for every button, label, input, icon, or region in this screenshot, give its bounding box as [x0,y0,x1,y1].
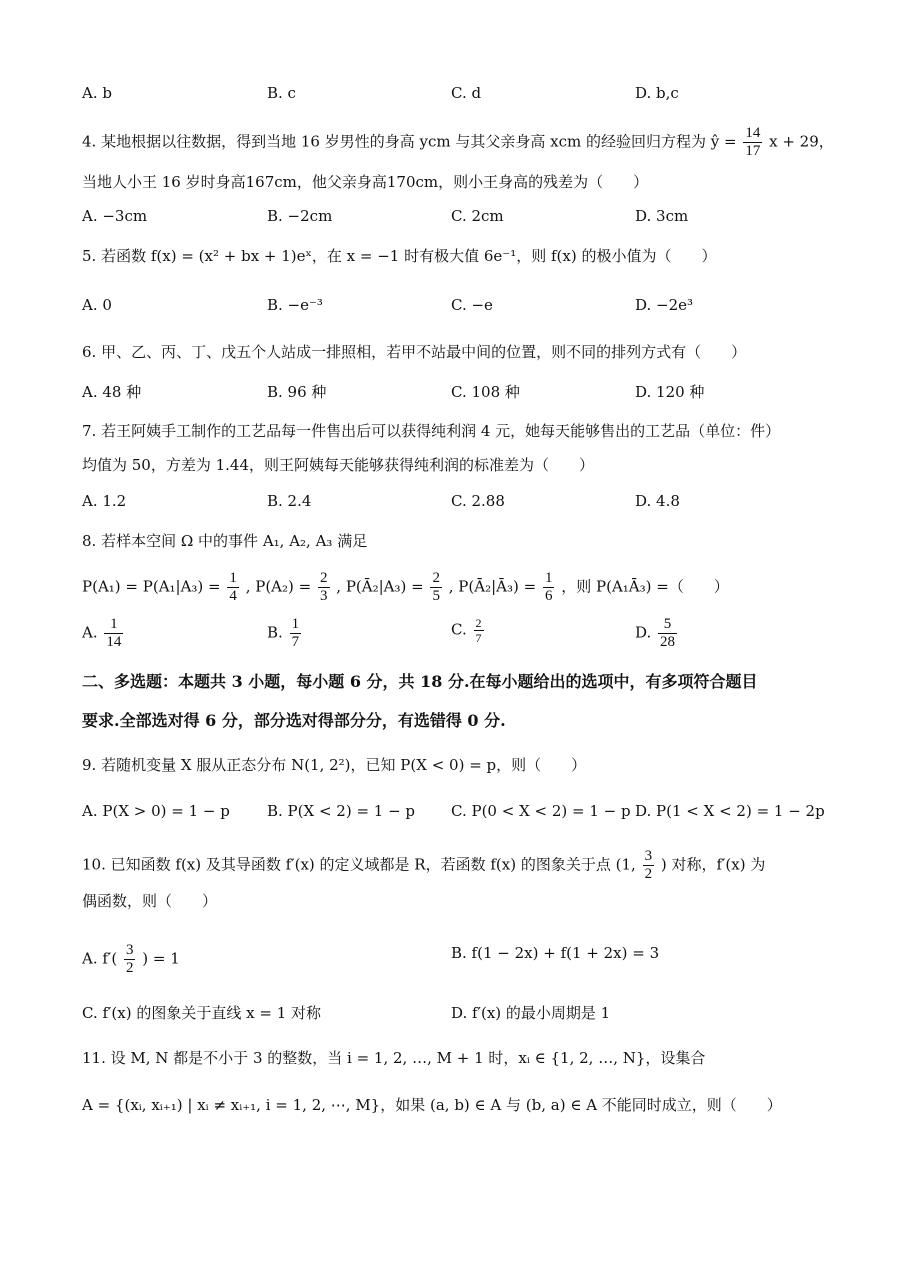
q8-option-b-label: B. [267,623,283,642]
q9-stem: 9. 若随机变量 X 服从正态分布 N(1, 2²)，已知 P(X < 0) = p，则（ ） [82,756,587,774]
q9-option-a: A. P(X > 0) = 1 − p [82,802,230,820]
q8-stem-line2 [82,570,729,605]
q8-option-b [267,616,303,651]
q8-p5: ，则 P(A₁Ā₃) =（ ） [561,577,729,596]
q8-frac3 [430,570,442,605]
q10-point-num: 3 [644,848,653,864]
q9-option-d: D. P(1 < X < 2) = 1 − 2p [635,802,825,820]
q10-option-a-frac [124,942,136,977]
q8-option-a-num: 1 [104,616,123,634]
q8-frac1 [227,570,239,605]
q5-option-a: A. 0 [82,296,112,314]
q5-option-c: C. −e [451,296,493,314]
q10-stem-line1 [82,848,765,883]
q5-option-d: D. −2e³ [635,296,694,314]
q8-frac4-num: 1 [544,570,553,586]
q8-frac2 [318,570,330,605]
q3-option-c: C. d [451,84,482,102]
q4-stem-post: x + 29， [769,132,834,151]
q8-option-d [635,616,679,651]
q8-frac4 [543,570,555,605]
q4-option-a: A. −3cm [82,207,148,225]
q8-option-b-den: 7 [291,634,300,650]
q10-point-den: 2 [644,866,653,882]
q4-option-b: B. −2cm [267,207,333,225]
q8-frac2-den: 3 [320,588,328,604]
q8-option-a-frac [104,616,123,651]
section2-heading-line1: 二、多选题：本题共 3 小题，每小题 6 分，共 18 分.在每小题给出的选项中，有多项符合题目 [82,672,758,691]
q7-stem-line1: 7. 若王阿姨手工制作的工艺品每一件售出后可以获得纯利润 4 元，她每天能够售出的工艺品（单位：件） [82,422,781,440]
q10-option-b: B. f(1 − 2x) + f(1 + 2x) = 3 [451,944,660,962]
q10-option-a-den: 2 [125,960,134,976]
q10-stem-line2: 偶函数，则（ ） [82,892,218,910]
q7-option-b: B. 2.4 [267,492,312,510]
q6-stem: 6. 甲、乙、丙、丁、戊五个人站成一排照相，若甲不站最中间的位置，则不同的排列方式有（ ） [82,343,747,361]
q8-option-c [451,616,486,645]
q4-option-c: C. 2cm [451,207,504,225]
q8-option-a [82,616,125,651]
q7-option-c: C. 2.88 [451,492,505,510]
q8-option-c-label: C. [451,620,467,639]
q4-fraction [743,125,762,160]
q10-stem-pre: 10. 已知函数 f(x) 及其导函数 f′(x) 的定义域都是 R，若函数 f(x) 的图象关于点 (1, [82,855,636,874]
q8-frac1-den: 4 [229,588,237,604]
q4-option-d: D. 3cm [635,207,689,225]
q6-option-d: D. 120 种 [635,383,705,401]
q10-option-a-num: 3 [125,942,134,958]
q8-option-c-frac [474,616,484,645]
q4-stem-pre: 4. 某地根据以往数据，得到当地 16 岁男性的身高 ycm 与其父亲身高 xcm 的经验回归方程为 ŷ = [82,132,737,151]
q6-option-a: A. 48 种 [82,383,142,401]
q4-stem-line2: 当地人小王 16 岁时身高167cm，他父亲身高170cm，则小王身高的残差为（ ） [82,173,649,191]
q11-stem-line2: A = {(xᵢ, xᵢ₊₁) | xᵢ ≠ xᵢ₊₁, i = 1, 2, ⋯, M}，如果 (a, b) ∈ A 与 (b, a) ∈ A 不能同时成立，则（ ） [82,1096,782,1114]
q8-option-c-den: 7 [475,631,482,645]
q8-p1: P(A₁) = P(A₁|A₃) = [82,577,221,596]
q10-point-frac [643,848,655,883]
q8-stem-line1: 8. 若样本空间 Ω 中的事件 A₁, A₂, A₃ 满足 [82,532,368,550]
q7-option-a: A. 1.2 [82,492,127,510]
q10-option-a-pre: A. f′( [82,949,118,968]
q8-option-b-num: 1 [291,616,300,632]
q7-stem-line2: 均值为 50，方差为 1.44，则王阿姨每天能够获得纯利润的标准差为（ ） [82,456,595,474]
q4-stem-line1 [82,125,834,160]
q3-option-a: A. b [82,84,112,102]
q4-frac-num: 14 [745,125,761,141]
q10-option-c: C. f′(x) 的图象关于直线 x = 1 对称 [82,1004,322,1022]
q7-option-d: D. 4.8 [635,492,680,510]
q8-frac1-num: 1 [229,570,237,586]
q5-stem: 5. 若函数 f(x) = (x² + bx + 1)eˣ，在 x = −1 时有极大值 6e⁻¹，则 f(x) 的极小值为（ ） [82,247,717,265]
q3-option-b: B. c [267,84,296,102]
q4-frac-den: 17 [745,143,761,159]
q8-option-d-label: D. [635,623,652,642]
q9-option-c: C. P(0 < X < 2) = 1 − p [451,802,631,820]
q10-option-a [82,942,180,977]
q8-option-c-num: 2 [475,616,482,630]
q8-option-d-den: 28 [660,634,676,650]
q8-p4: , P(Ā₂|Ā₃) = [448,577,537,596]
q10-option-d: D. f′(x) 的最小周期是 1 [451,1004,611,1022]
q6-option-c: C. 108 种 [451,383,520,401]
q5-option-b: B. −e⁻³ [267,296,323,314]
q8-option-a-den: 14 [106,634,122,650]
q10-stem-post: ) 对称，f′(x) 为 [660,855,766,874]
q6-option-b: B. 96 种 [267,383,327,401]
q8-option-b-frac [290,616,302,651]
q8-option-a-label: A. [82,623,98,642]
q10-option-a-post: ) = 1 [142,949,180,968]
q8-p3: , P(Ā₂|A₃) = [336,577,424,596]
q8-p2: , P(A₂) = [245,577,312,596]
q3-option-d: D. b,c [635,84,679,102]
q8-option-d-num: 5 [658,616,677,634]
q8-frac2-num: 2 [320,570,328,586]
q8-frac3-den: 5 [432,588,440,604]
q8-frac3-num: 2 [432,570,440,586]
q8-frac4-den: 6 [544,588,553,604]
section2-heading-line2: 要求.全部选对得 6 分，部分选对得部分分，有选错得 0 分. [82,711,506,730]
q9-option-b: B. P(X < 2) = 1 − p [267,802,416,820]
q11-stem-line1: 11. 设 M, N 都是不小于 3 的整数，当 i = 1, 2, …, M + 1 时，xᵢ ∈ {1, 2, …, N}，设集合 [82,1049,706,1067]
q8-option-d-frac [658,616,677,651]
